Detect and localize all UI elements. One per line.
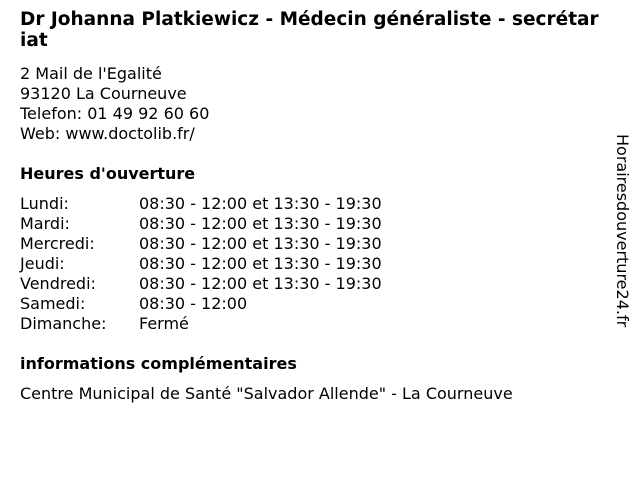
day-hours: Fermé [139,314,189,333]
hours-row-friday [20,274,382,294]
day-hours: 08:30 - 12:00 et 13:30 - 19:30 [139,214,382,233]
phone-number: Telefon: 01 49 92 60 60 [20,104,210,123]
day-label: Vendredi: [20,274,96,293]
day-hours: 08:30 - 12:00 et 13:30 - 19:30 [139,234,382,253]
website: Web: www.doctolib.fr/ [20,124,195,143]
additional-info-heading: informations complémentaires [20,354,297,373]
hours-row-saturday [20,294,382,314]
day-hours: 08:30 - 12:00 et 13:30 - 19:30 [139,274,382,293]
day-label: Mardi: [20,214,70,233]
day-hours: 08:30 - 12:00 et 13:30 - 19:30 [139,194,382,213]
day-label: Mercredi: [20,234,95,253]
day-label: Lundi: [20,194,69,213]
city-address: 93120 La Courneuve [20,84,187,103]
hours-row-tuesday [20,214,382,234]
hours-row-thursday [20,254,382,274]
additional-info-text: Centre Municipal de Santé "Salvador Allende" - La Courneuve [20,384,513,403]
day-label: Samedi: [20,294,86,313]
day-hours: 08:30 - 12:00 et 13:30 - 19:30 [139,254,382,273]
opening-hours-table [20,194,382,334]
page-title: Dr Johanna Platkiewicz - Médecin généraliste - secrétariat [20,9,599,51]
address-block [20,64,209,144]
hours-row-monday [20,194,382,214]
day-hours: 08:30 - 12:00 [139,294,248,313]
site-watermark: Horairesdouverture24.fr [613,134,632,328]
street-address: 2 Mail de l'Egalité [20,64,162,83]
hours-row-wednesday [20,234,382,254]
day-label: Jeudi: [20,254,65,273]
day-label: Dimanche: [20,314,107,333]
hours-row-sunday [20,314,382,334]
opening-hours-heading: Heures d'ouverture [20,164,196,183]
